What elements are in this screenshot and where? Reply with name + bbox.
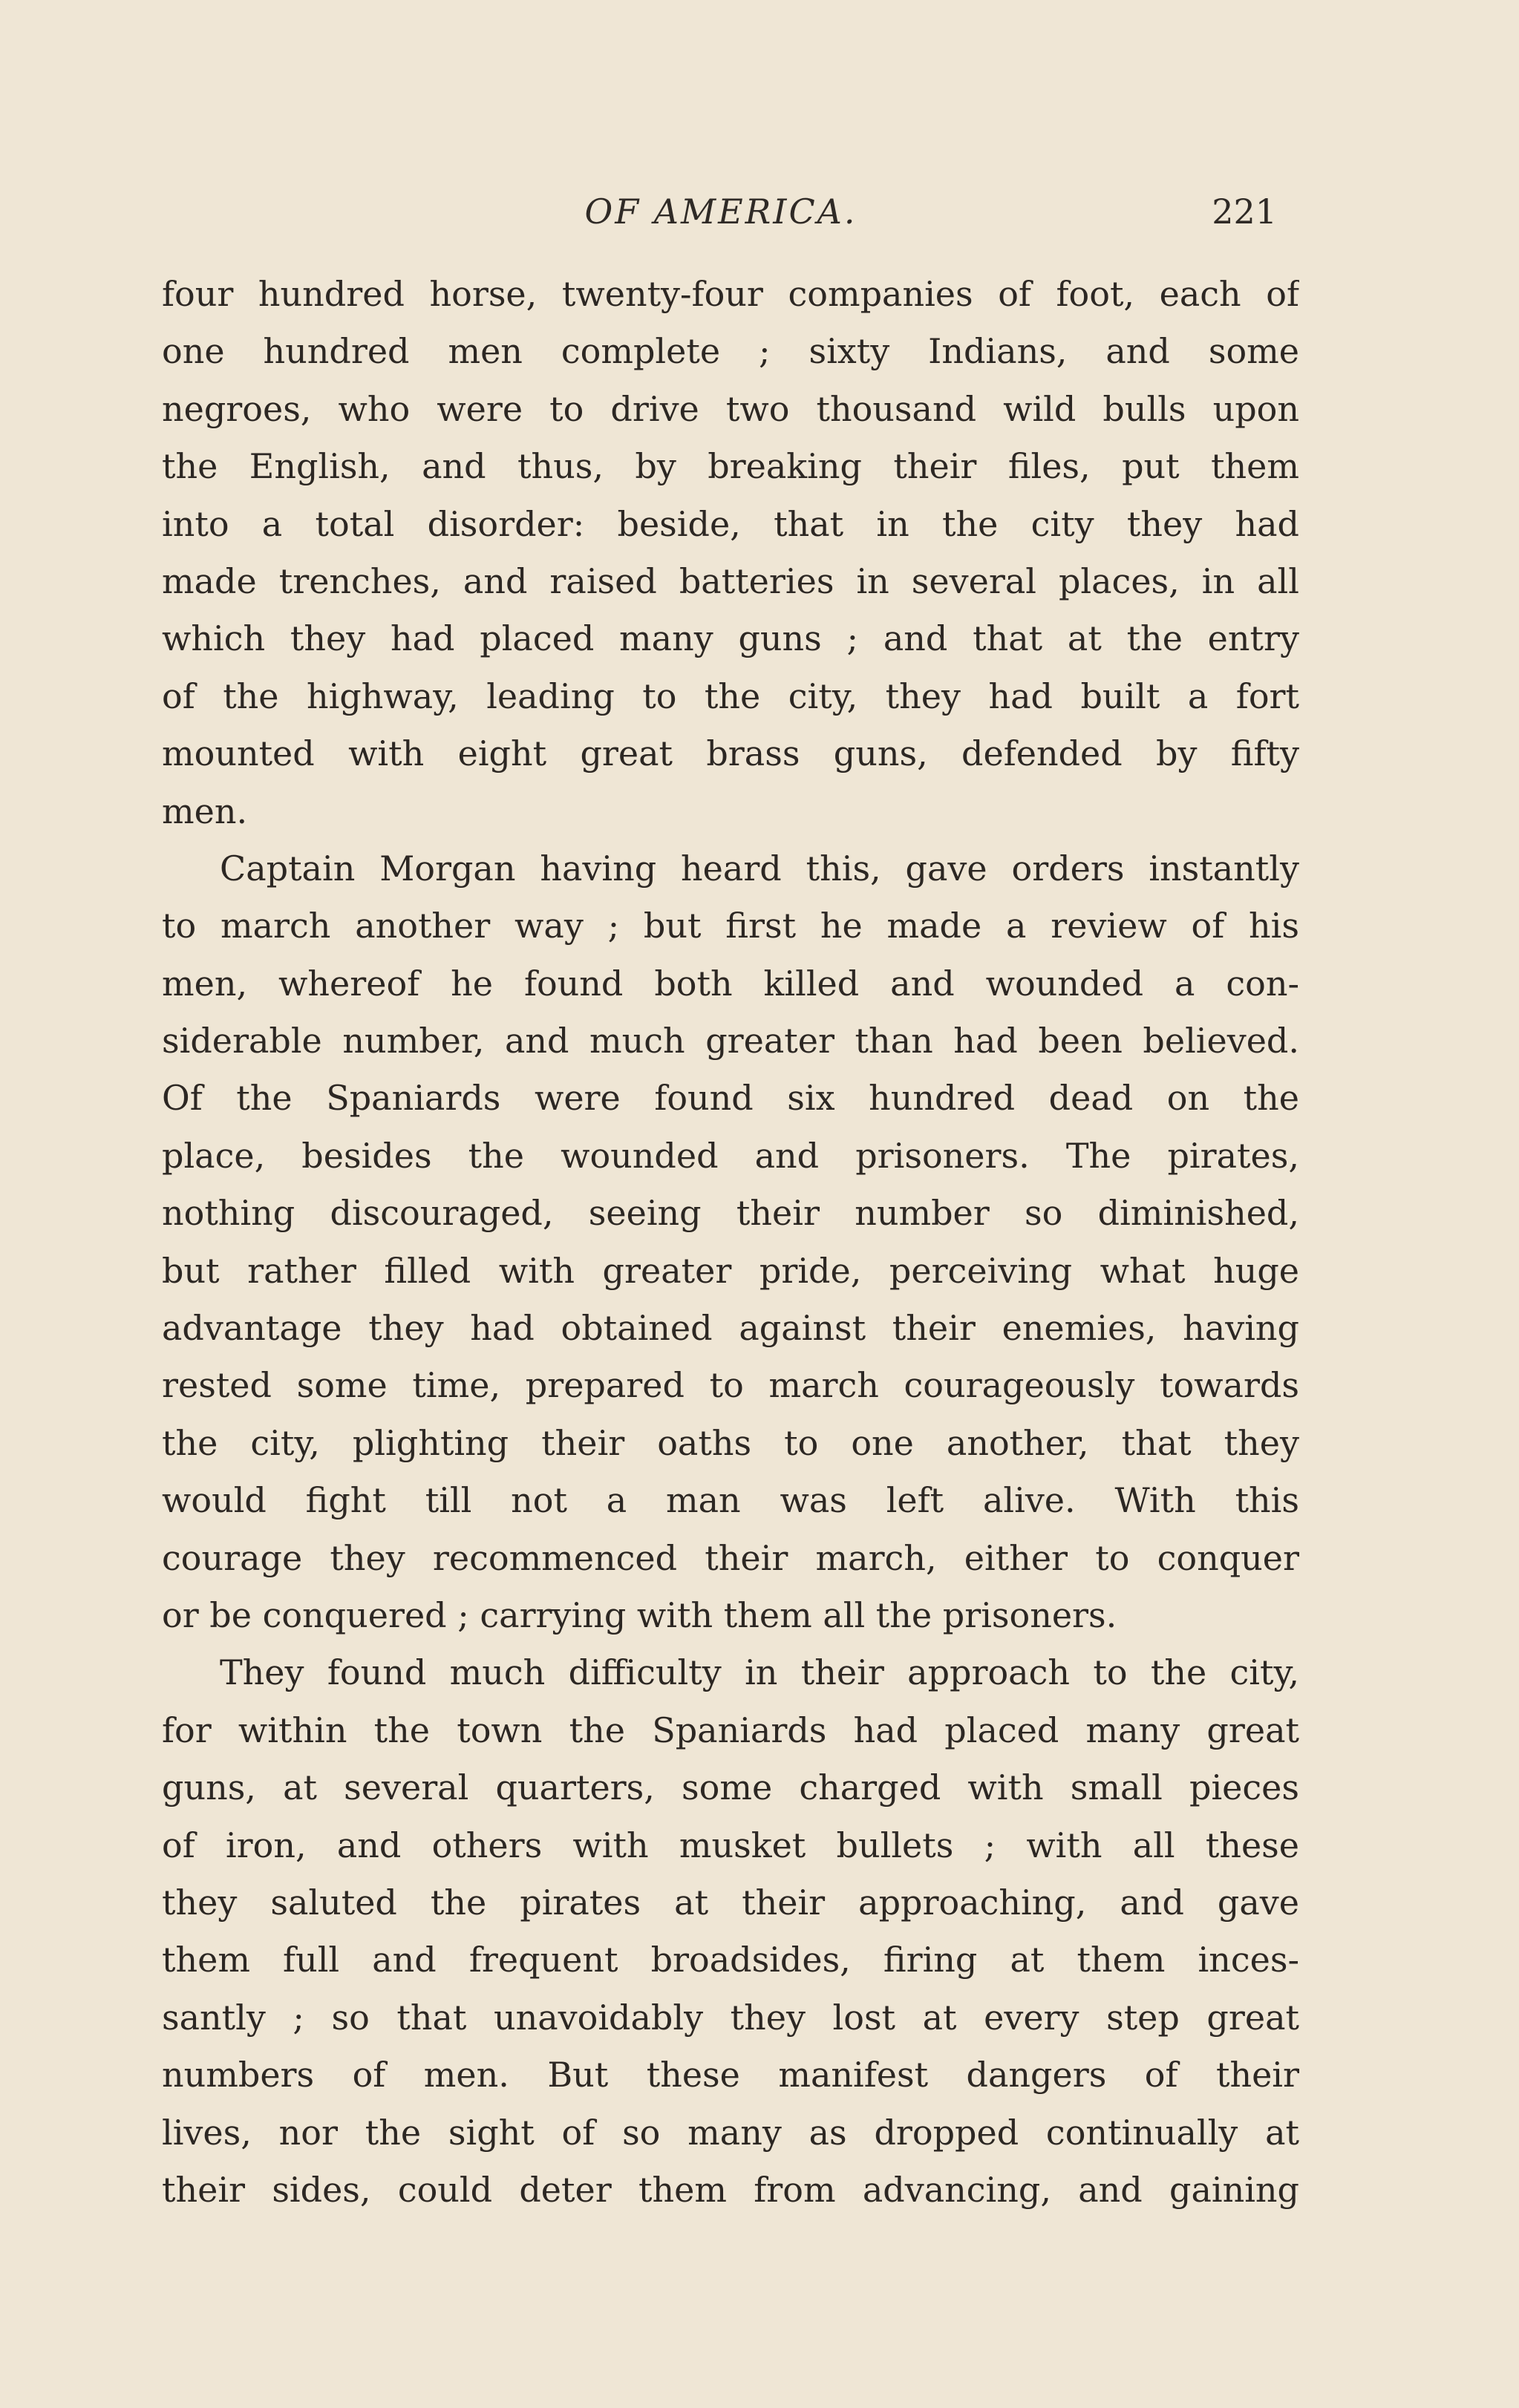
text-line: advantage they had obtained against their enemies, having	[162, 1308, 1299, 1349]
running-title: OF AMERICA.	[584, 192, 858, 232]
text-line: for within the town the Spaniards had placed many great	[162, 1710, 1299, 1750]
text-line: or be conquered ; carrying with them all the prisoners.	[162, 1594, 1117, 1635]
text-line: negroes, who were to drive two thousand wild bulls upon	[162, 388, 1299, 429]
page-number: 221	[1212, 192, 1277, 232]
text-line: the city, plighting their oaths to one another, that they	[162, 1422, 1299, 1463]
text-line: nothing discouraged, seeing their number so diminished,	[162, 1193, 1299, 1234]
text-line: Of the Spaniards were found six hundred dead on the	[162, 1078, 1299, 1119]
text-line: guns, at several quarters, some charged with small pieces	[162, 1767, 1299, 1808]
text-line: place, besides the wounded and prisoners. The pirates,	[162, 1135, 1299, 1176]
text-line: siderable number, and much greater than had been believed.	[162, 1021, 1299, 1061]
text-line: men.	[162, 791, 248, 831]
text-line: they saluted the pirates at their approaching, and gave	[162, 1882, 1299, 1923]
text-line: santly ; so that unavoidably they lost at every step great	[162, 1997, 1299, 2038]
text-line: one hundred men complete ; sixty Indians, and some	[162, 331, 1299, 372]
text-line: into a total disorder: beside, that in the city they had	[162, 503, 1299, 544]
text-line: mounted with eight great brass guns, defended by fifty	[162, 733, 1299, 774]
text-line: their sides, could deter them from advancing, and gaining	[162, 2169, 1299, 2210]
text-line: numbers of men. But these manifest dangers of their	[162, 2055, 1299, 2095]
text-line: them full and frequent broadsides, firing at them inces-	[162, 1940, 1299, 1980]
text-line: made trenches, and raised batteries in several places, in all	[162, 560, 1299, 601]
text-line: courage they recommenced their march, either to conquer	[162, 1537, 1299, 1578]
text-line: They found much difficulty in their approach to the city,	[220, 1652, 1299, 1693]
text-line: Captain Morgan having heard this, gave orders instantly	[220, 848, 1299, 889]
text-line: four hundred horse, twenty-four companies of foot, each of	[162, 274, 1299, 314]
text-line: the English, and thus, by breaking their files, put them	[162, 446, 1299, 487]
running-head	[165, 192, 1277, 243]
text-line: which they had placed many guns ; and that at the entry	[162, 618, 1299, 659]
text-line: men, whereof he found both killed and wounded a con-	[162, 963, 1299, 1004]
text-line: lives, nor the sight of so many as dropped continually at	[162, 2112, 1299, 2153]
text-line: of the highway, leading to the city, they had built a fort	[162, 675, 1299, 716]
text-line: to march another way ; but first he made a review of his	[162, 906, 1299, 946]
text-line: but rather filled with greater pride, perceiving what huge	[162, 1250, 1299, 1291]
text-line: of iron, and others with musket bullets ; with all these	[162, 1825, 1299, 1865]
body-text	[162, 266, 1299, 2219]
text-line: rested some time, prepared to march courageously towards	[162, 1365, 1299, 1406]
text-line: would fight till not a man was left alive. With this	[162, 1480, 1299, 1521]
